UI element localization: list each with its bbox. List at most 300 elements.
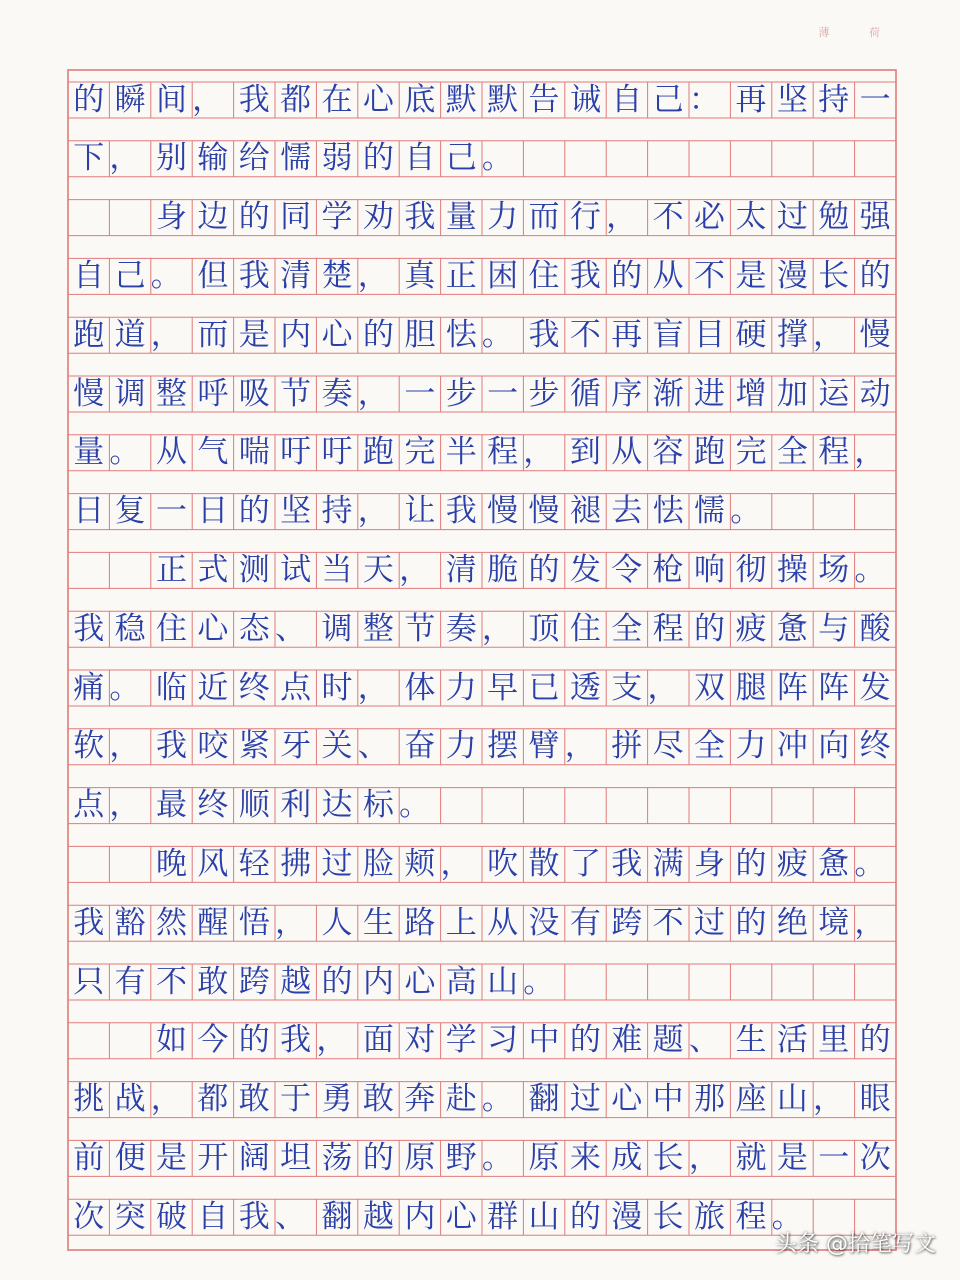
character-cell: 次	[73, 1198, 105, 1235]
character-cell: 吹	[487, 845, 519, 882]
character-cell: 的	[569, 1198, 601, 1235]
character-cell: 己	[652, 81, 684, 118]
character-cell: 真	[404, 257, 436, 294]
character-cell: 己	[445, 140, 477, 177]
character-cell: 长	[818, 257, 850, 294]
character-cell: 全	[694, 728, 726, 765]
character-cell: 赴	[445, 1081, 477, 1118]
character-cell: 是	[155, 1139, 187, 1176]
text-line	[68, 200, 896, 236]
character-cell: 顶	[528, 610, 560, 647]
character-cell: 那	[694, 1081, 726, 1118]
grid-border	[68, 70, 896, 1250]
character-cell: 。	[771, 1198, 803, 1235]
character-cell: 不	[652, 904, 684, 941]
character-cell: 风	[197, 845, 229, 882]
character-cell: 撑	[776, 316, 808, 353]
character-cell: 阔	[238, 1139, 270, 1176]
character-cell: 力	[445, 728, 477, 765]
character-cell: 的	[569, 1022, 601, 1059]
character-cell: 点	[73, 787, 105, 824]
character-cell: 诫	[569, 81, 601, 118]
character-cell: 告	[528, 81, 560, 118]
character-cell: 彻	[735, 551, 767, 588]
character-cell: 、	[274, 610, 306, 647]
character-cell: 褪	[569, 493, 601, 530]
character-cell: 奏	[321, 375, 353, 412]
character-cell: 心	[611, 1081, 643, 1118]
character-cell: 一	[404, 375, 436, 412]
character-cell: 、	[274, 1198, 306, 1235]
character-cell: 漫	[611, 1198, 643, 1235]
character-cell: ，	[854, 904, 886, 941]
character-cell: 战	[114, 1081, 146, 1118]
character-cell: 住	[528, 257, 560, 294]
character-cell: 疲	[735, 610, 767, 647]
character-cell: 的	[238, 493, 270, 530]
character-cell: 持	[818, 81, 850, 118]
character-cell: 到	[569, 434, 601, 471]
character-cell: ，	[606, 199, 638, 236]
character-cell: ，	[854, 434, 886, 471]
character-cell: 中	[652, 1081, 684, 1118]
character-cell: 跑	[694, 434, 726, 471]
character-cell: 我	[73, 904, 105, 941]
character-cell: ，	[109, 728, 141, 765]
character-cell: 渐	[652, 375, 684, 412]
character-cell: 天	[362, 551, 394, 588]
character-cell: ，	[813, 1081, 845, 1118]
character-cell: 一	[487, 375, 519, 412]
character-cell: 全	[776, 434, 808, 471]
character-cell: 点	[280, 669, 312, 706]
character-cell: 酸	[859, 610, 891, 647]
character-cell: 摆	[487, 728, 519, 765]
character-cell: 的	[859, 1022, 891, 1059]
character-cell: 从	[155, 434, 187, 471]
character-cell: 山	[776, 1081, 808, 1118]
text-line	[68, 82, 896, 118]
character-cell: 的	[238, 199, 270, 236]
character-cell: 群	[487, 1198, 519, 1235]
character-cell: 习	[487, 1022, 519, 1059]
character-cell: 。	[854, 551, 886, 588]
character-cell: 敢	[362, 1081, 394, 1118]
character-cell: 是	[735, 257, 767, 294]
character-cell: 近	[197, 669, 229, 706]
character-cell: 发	[859, 669, 891, 706]
character-cell: 吁	[280, 434, 312, 471]
character-cell: 。	[523, 963, 555, 1000]
character-cell: 坚	[776, 81, 808, 118]
character-cell: 长	[652, 1139, 684, 1176]
character-cell	[68, 552, 109, 588]
character-cell: 里	[818, 1022, 850, 1059]
character-cell: 怯	[445, 316, 477, 353]
character-cell: 临	[155, 669, 187, 706]
character-cell: 力	[487, 199, 519, 236]
character-cell: ，	[316, 1022, 348, 1059]
character-cell: 态	[238, 610, 270, 647]
character-cell: ，	[357, 669, 389, 706]
character-cell: 然	[155, 904, 187, 941]
character-cell: ，	[481, 610, 513, 647]
character-cell: 心	[445, 1198, 477, 1235]
character-cell: 己	[114, 257, 146, 294]
character-cell: 晚	[155, 845, 187, 882]
character-cell: 奋	[404, 728, 436, 765]
character-cell: 破	[155, 1198, 187, 1235]
character-cell: 长	[652, 1198, 684, 1235]
text-line	[68, 317, 896, 353]
character-cell: 惫	[776, 610, 808, 647]
text-line	[68, 494, 772, 530]
character-cell: 醒	[197, 904, 229, 941]
character-cell: 有	[114, 963, 146, 1000]
character-cell: 阵	[776, 669, 808, 706]
character-cell: 我	[528, 316, 560, 353]
character-cell: 的	[735, 904, 767, 941]
character-cell: 越	[280, 963, 312, 1000]
character-cell: 学	[445, 1022, 477, 1059]
character-cell: ，	[523, 434, 555, 471]
text-line	[68, 611, 896, 647]
character-cell: 楚	[321, 257, 353, 294]
character-cell: 调	[321, 610, 353, 647]
text-line	[68, 729, 896, 765]
character-cell: 怯	[652, 493, 684, 530]
character-cell: 住	[155, 610, 187, 647]
character-cell	[109, 1023, 150, 1059]
character-cell: 的	[238, 1022, 270, 1059]
text-line	[68, 1199, 813, 1235]
character-cell: 奔	[404, 1081, 436, 1118]
character-cell: 山	[528, 1198, 560, 1235]
character-cell: 翻	[528, 1081, 560, 1118]
character-cell: 但	[197, 257, 229, 294]
character-cell: 我	[569, 257, 601, 294]
character-cell: 一	[859, 81, 891, 118]
character-cell: 边	[197, 199, 229, 236]
character-cell: 量	[73, 434, 105, 471]
character-cell: 太	[735, 199, 767, 236]
character-cell: 心	[321, 316, 353, 353]
character-cell: 脸	[362, 845, 394, 882]
character-cell: 。	[854, 845, 886, 882]
character-cell: 弱	[321, 140, 353, 177]
character-cell: 难	[611, 1022, 643, 1059]
character-cell: 我	[73, 610, 105, 647]
character-cell: 就	[735, 1139, 767, 1176]
character-cell	[109, 200, 150, 236]
character-cell: 拂	[280, 845, 312, 882]
character-cell: 翻	[321, 1198, 353, 1235]
character-cell: 面	[362, 1022, 394, 1059]
character-cell	[109, 552, 150, 588]
character-cell: 持	[321, 493, 353, 530]
character-cell: 中	[528, 1022, 560, 1059]
character-cell: 。	[399, 787, 431, 824]
character-cell: ，	[813, 316, 845, 353]
character-cell: 再	[735, 81, 767, 118]
character-cell: 气	[197, 434, 229, 471]
character-cell: 不	[155, 963, 187, 1000]
character-cell: 心	[362, 81, 394, 118]
character-cell: ，	[357, 375, 389, 412]
character-cell: 不	[569, 316, 601, 353]
character-cell: 给	[238, 140, 270, 177]
character-cell: 利	[280, 787, 312, 824]
watermark: 头条 @拾笔写文	[775, 1232, 936, 1257]
character-cell	[68, 200, 109, 236]
character-cell: 的	[694, 610, 726, 647]
character-cell: 满	[652, 845, 684, 882]
character-cell: 挑	[73, 1081, 105, 1118]
character-cell: 跑	[73, 316, 105, 353]
character-cell	[109, 846, 150, 882]
character-cell: 复	[114, 493, 146, 530]
character-cell: 去	[611, 493, 643, 530]
character-cell: 生	[735, 1022, 767, 1059]
character-cell: 紧	[238, 728, 270, 765]
character-cell: 过	[776, 199, 808, 236]
character-cell: 开	[197, 1139, 229, 1176]
character-cell: 敢	[238, 1081, 270, 1118]
character-cell: 咬	[197, 728, 229, 765]
character-cell: 山	[487, 963, 519, 1000]
character-cell: 题	[652, 1022, 684, 1059]
header-mark: 薄 荷	[818, 26, 898, 39]
character-cell: ，	[399, 551, 431, 588]
character-cell: 原	[404, 1139, 436, 1176]
character-cell: ，	[357, 493, 389, 530]
character-cell: 我	[155, 728, 187, 765]
character-cell: 正	[155, 551, 187, 588]
character-cell: 量	[445, 199, 477, 236]
character-cell: 。	[481, 316, 513, 353]
character-cell: 突	[114, 1198, 146, 1235]
character-cell: 目	[694, 316, 726, 353]
character-cell: 日	[73, 493, 105, 530]
character-cell: 坚	[280, 493, 312, 530]
character-cell: 让	[404, 493, 436, 530]
character-cell: 懦	[280, 140, 312, 177]
character-cell: 是	[238, 316, 270, 353]
character-cell: 从	[652, 257, 684, 294]
character-cell: 过	[694, 904, 726, 941]
character-cell: 痛	[73, 669, 105, 706]
character-cell: 序	[611, 375, 643, 412]
character-cell: 与	[818, 610, 850, 647]
character-cell: 力	[735, 728, 767, 765]
character-cell: 内	[404, 1198, 436, 1235]
character-cell: 节	[404, 610, 436, 647]
character-cell: 了	[569, 845, 601, 882]
character-cell: 我	[238, 81, 270, 118]
character-cell: 于	[280, 1081, 312, 1118]
character-cell: 顺	[238, 787, 270, 824]
character-cell: 软	[73, 728, 105, 765]
character-cell: 敢	[197, 963, 229, 1000]
character-cell: 同	[280, 199, 312, 236]
character-cell: 只	[73, 963, 105, 1000]
character-cell: 胆	[404, 316, 436, 353]
character-cell: 的	[362, 316, 394, 353]
character-cell: 道	[114, 316, 146, 353]
character-cell	[68, 1023, 109, 1059]
character-cell: 支	[611, 669, 643, 706]
character-cell: 如	[155, 1022, 187, 1059]
character-cell: 动	[859, 375, 891, 412]
character-cell: 而	[197, 316, 229, 353]
character-cell: 内	[362, 963, 394, 1000]
character-cell: ，	[357, 257, 389, 294]
character-cell: 当	[321, 551, 353, 588]
character-cell: 自	[73, 257, 105, 294]
character-cell: 瞬	[114, 81, 146, 118]
character-cell: 整	[362, 610, 394, 647]
character-cell: ，	[150, 1081, 182, 1118]
character-cell: 终	[238, 669, 270, 706]
character-cell: 试	[280, 551, 312, 588]
character-cell: ，	[192, 81, 224, 118]
character-cell: 吸	[238, 375, 270, 412]
character-cell: 喘	[238, 434, 270, 471]
text-line	[68, 905, 896, 941]
character-cell: 完	[404, 434, 436, 471]
character-cell: 加	[776, 375, 808, 412]
character-cell: 跨	[611, 904, 643, 941]
character-cell: 成	[611, 1139, 643, 1176]
character-cell	[68, 846, 109, 882]
character-cell: 生	[362, 904, 394, 941]
character-cell: 操	[776, 551, 808, 588]
character-cell: 奏	[445, 610, 477, 647]
character-cell: 漫	[776, 257, 808, 294]
character-cell: 双	[694, 669, 726, 706]
character-cell: 没	[528, 904, 560, 941]
character-cell: 终	[197, 787, 229, 824]
text-line	[68, 376, 896, 412]
text-line	[68, 1140, 896, 1176]
character-cell: 最	[155, 787, 187, 824]
character-cell: 半	[445, 434, 477, 471]
character-cell: 心	[404, 963, 436, 1000]
character-cell: 、	[357, 728, 389, 765]
character-cell: ，	[109, 787, 141, 824]
character-cell: 自	[404, 140, 436, 177]
character-cell: 颊	[404, 845, 436, 882]
character-cell: 令	[611, 551, 643, 588]
character-cell: 今	[197, 1022, 229, 1059]
character-cell: 而	[528, 199, 560, 236]
character-cell: 学	[321, 199, 353, 236]
character-cell: 尽	[652, 728, 684, 765]
character-cell: 过	[321, 845, 353, 882]
character-cell: 跨	[238, 963, 270, 1000]
character-cell: 的	[611, 257, 643, 294]
character-cell: 勇	[321, 1081, 353, 1118]
character-cell: 豁	[114, 904, 146, 941]
character-cell: 慢	[73, 375, 105, 412]
character-cell: 增	[735, 375, 767, 412]
character-cell: 住	[569, 610, 601, 647]
character-cell: 坦	[280, 1139, 312, 1176]
text-line	[68, 141, 523, 177]
character-cell: 路	[404, 904, 436, 941]
text-line	[68, 552, 896, 588]
character-cell: 运	[818, 375, 850, 412]
character-cell: 困	[487, 257, 519, 294]
character-cell: 眼	[859, 1081, 891, 1118]
character-cell: 的	[859, 257, 891, 294]
character-cell: 底	[404, 81, 436, 118]
character-cell: 身	[155, 199, 187, 236]
character-cell: 绝	[776, 904, 808, 941]
character-cell: 透	[569, 669, 601, 706]
character-cell: 循	[569, 375, 601, 412]
character-cell: 程	[735, 1198, 767, 1235]
character-cell: 我	[238, 1198, 270, 1235]
character-cell: 的	[735, 845, 767, 882]
character-cell: 我	[404, 199, 436, 236]
character-cell: 我	[238, 257, 270, 294]
text-line	[68, 1023, 896, 1059]
character-cell: 终	[859, 728, 891, 765]
character-cell: ，	[647, 669, 679, 706]
character-cell: 冲	[776, 728, 808, 765]
character-cell: 一	[818, 1139, 850, 1176]
text-line	[68, 670, 896, 706]
character-cell: 境	[818, 904, 850, 941]
character-cell: 。	[150, 257, 182, 294]
character-cell: 向	[818, 728, 850, 765]
character-cell: 早	[487, 669, 519, 706]
character-cell: 都	[197, 1081, 229, 1118]
character-cell: 枪	[652, 551, 684, 588]
character-cell: 不	[694, 257, 726, 294]
character-cell: 程	[818, 434, 850, 471]
character-cell: 牙	[280, 728, 312, 765]
character-cell: 臂	[528, 728, 560, 765]
character-cell: 强	[859, 199, 891, 236]
character-cell: 荡	[321, 1139, 353, 1176]
character-cell: 心	[197, 610, 229, 647]
character-cell: 进	[694, 375, 726, 412]
character-cell: 标	[362, 787, 394, 824]
character-cell: 旅	[694, 1198, 726, 1235]
character-cell: 。	[481, 140, 513, 177]
text-line	[68, 1082, 896, 1118]
character-cell: 慢	[487, 493, 519, 530]
character-cell: 必	[694, 199, 726, 236]
character-cell: 日	[197, 493, 229, 530]
character-cell: 上	[445, 904, 477, 941]
character-cell: 拼	[611, 728, 643, 765]
character-cell: 时	[321, 669, 353, 706]
character-cell: 跑	[362, 434, 394, 471]
character-cell: 。	[109, 434, 141, 471]
character-cell: 盲	[652, 316, 684, 353]
character-cell: 过	[569, 1081, 601, 1118]
character-cell: ，	[150, 316, 182, 353]
character-cell: 来	[569, 1139, 601, 1176]
character-cell: 轻	[238, 845, 270, 882]
character-cell: 。	[730, 493, 762, 530]
character-cell: 程	[487, 434, 519, 471]
character-cell: 内	[280, 316, 312, 353]
character-cell: 疲	[776, 845, 808, 882]
